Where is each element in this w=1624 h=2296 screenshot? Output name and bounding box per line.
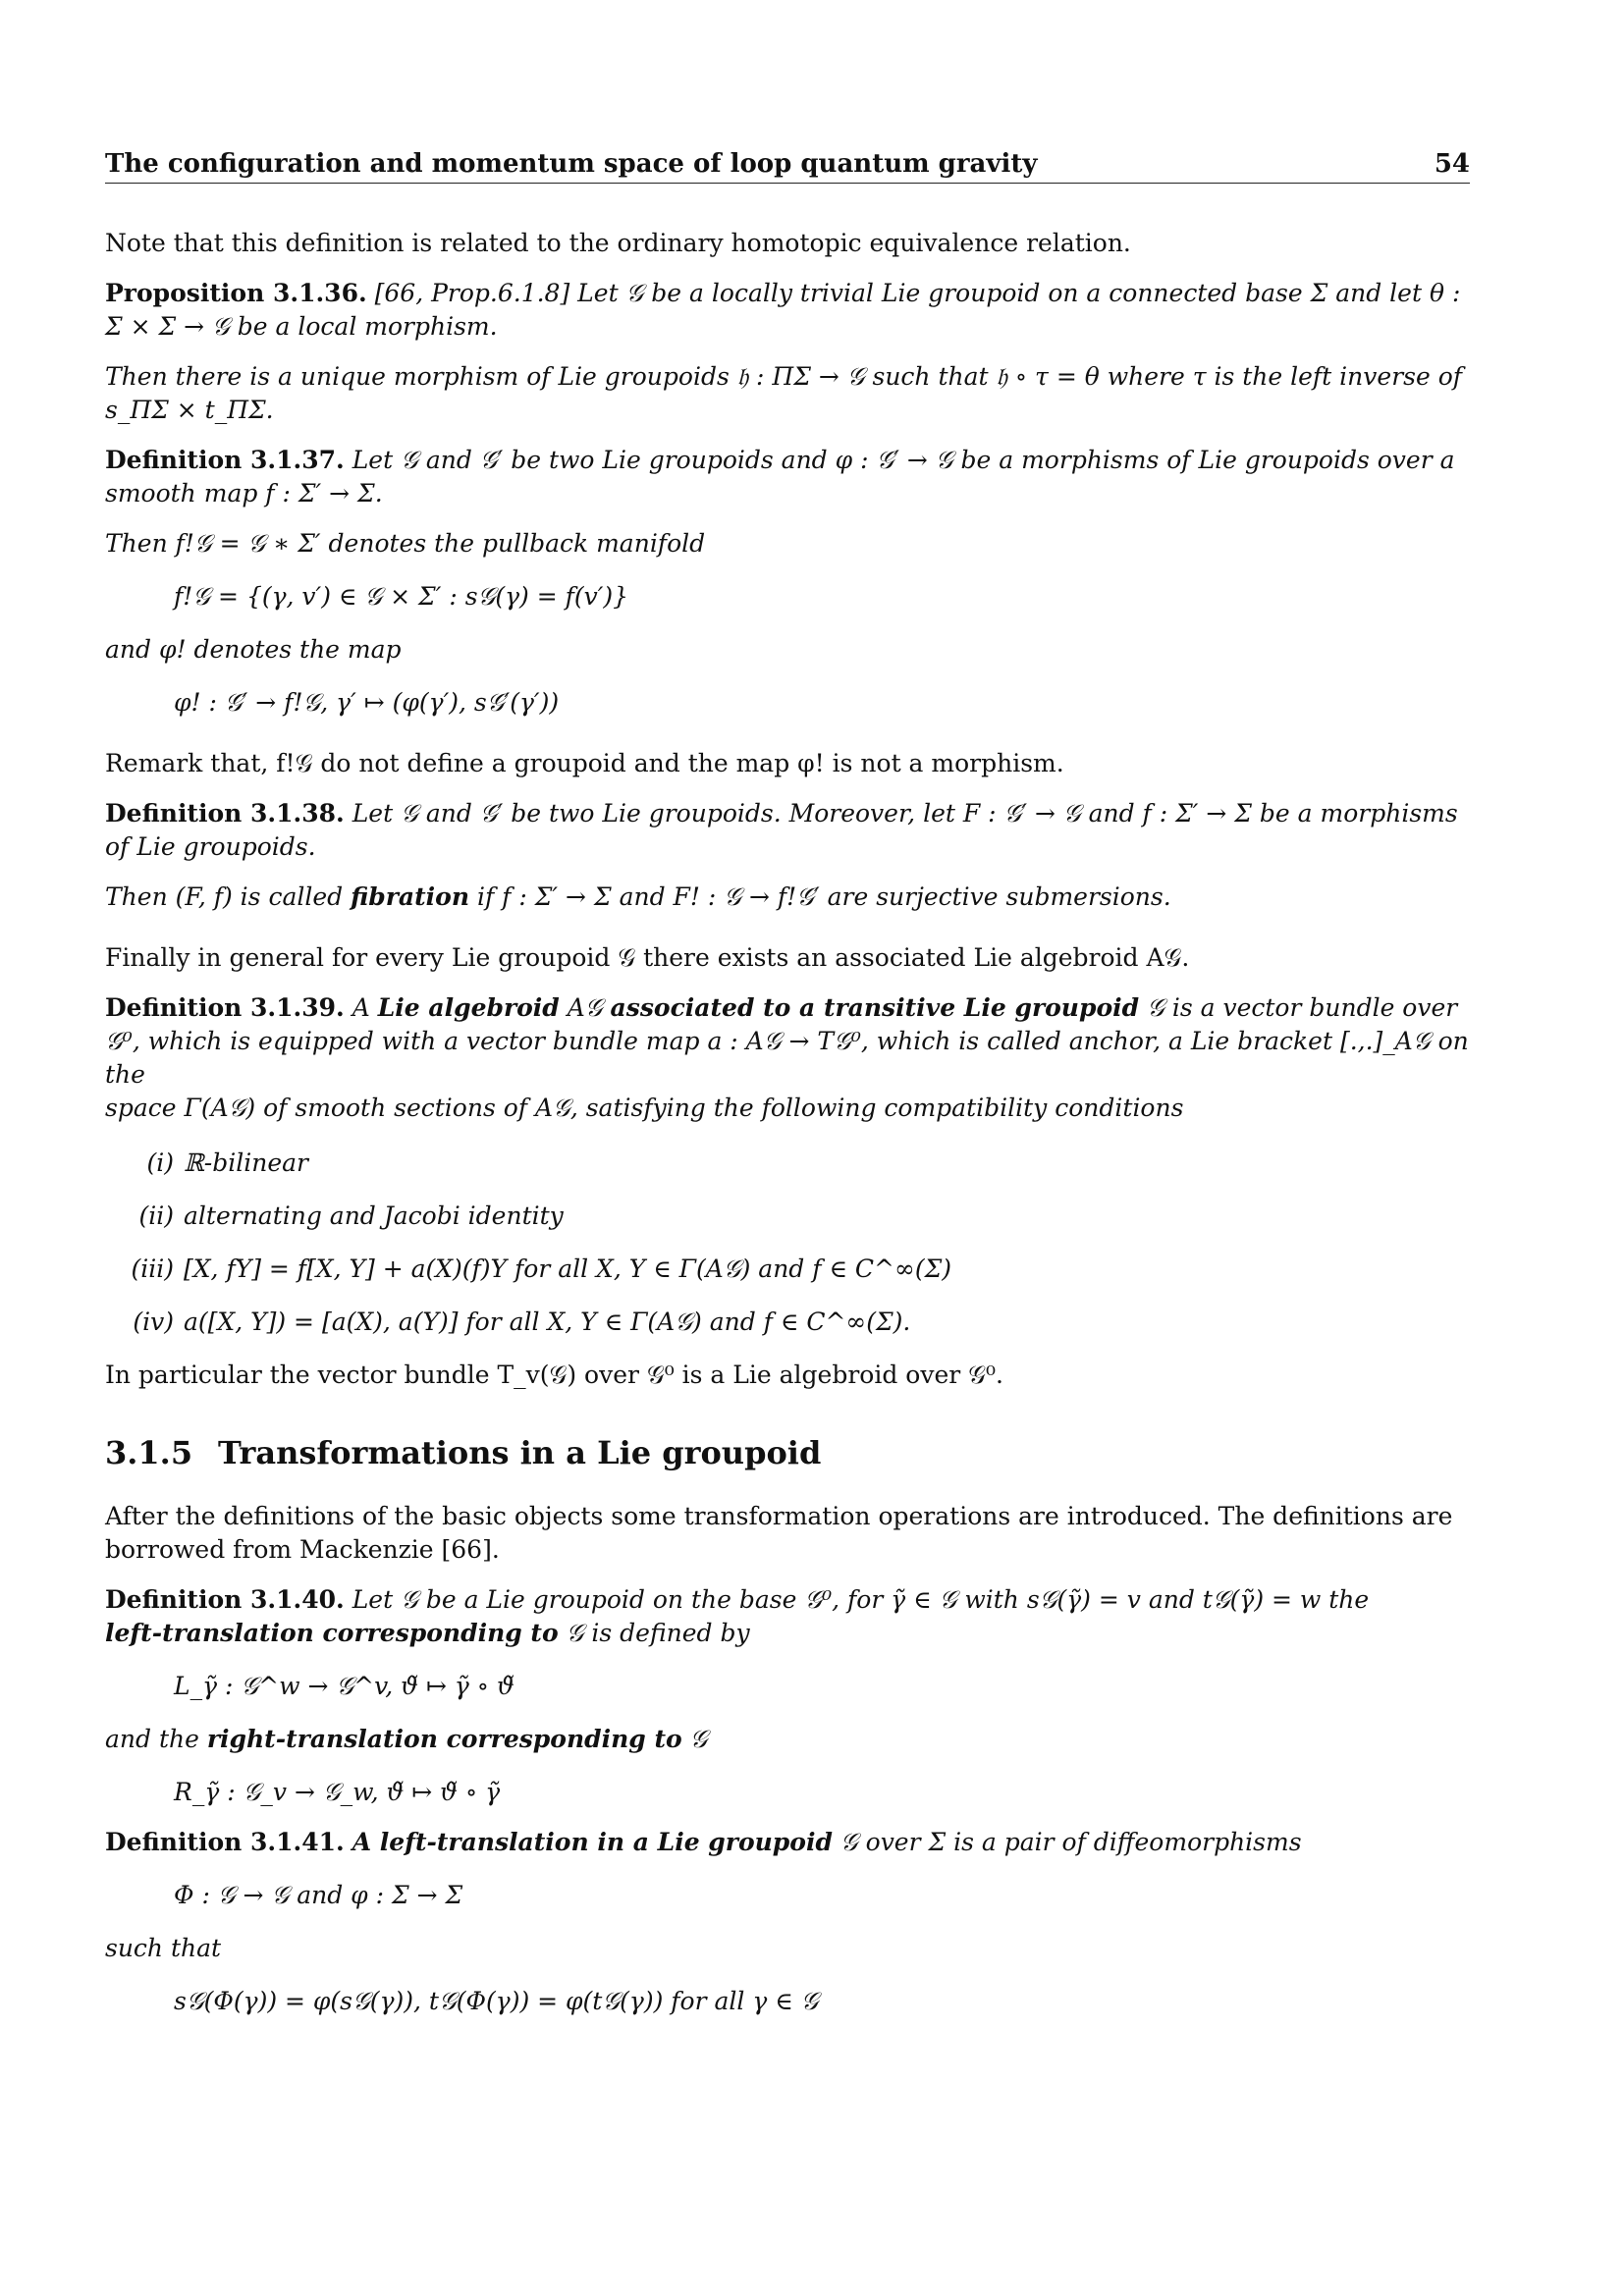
list-item-text: ℝ-bilinear [184,1148,308,1177]
finally-paragraph: Finally in general for every Lie groupoid 𝒢 there exists an associated Lie algebroid A𝒢. [105,943,1190,972]
intro-paragraph [105,1500,1470,1567]
compatibility-equation: s𝒢(Φ(γ)) = φ(s𝒢(γ)), t𝒢(Φ(γ)) = φ(t𝒢(γ)) for all γ ∈ 𝒢 [174,1987,819,2015]
left-translation-term: left-translation corresponding to [105,1619,559,1647]
map-equation: φ! : 𝒢′ → f!𝒢, γ′ ↦ (φ(γ′), s𝒢′(γ′)) [174,688,560,717]
proposition-line-1: [66, Prop.6.1.8] Let 𝒢 be a locally trivial Lie groupoid on a connected base Σ and let θ : [374,279,1461,307]
right-translation-equation: R_γ̃ : 𝒢_v → 𝒢_w, ϑ̃ ↦ ϑ̃ ∘ γ̃ [174,1778,501,1806]
definition-3-1-40 [105,1583,1470,1809]
proposition-line-3: Then there is a unique morphism of Lie groupoids 𝔥 : ΠΣ → 𝒢 such that 𝔥 ∘ τ = θ where τ is the left inverse of [105,362,1463,391]
note-paragraph: Note that this definition is related to the ordinary homotopic equivalence relation. [105,229,1131,257]
definition-text: A [352,993,370,1022]
list-item-label: (iv) [133,1308,174,1336]
list-item-label: (ii) [138,1201,174,1230]
definition-3-1-37 [105,444,1470,720]
definition-text: 𝒢 over Σ is a pair of diffeomorphisms [839,1828,1302,1856]
right-translation-term: right-translation corresponding to [206,1725,682,1753]
pullback-equation: f!𝒢 = {(γ, v′) ∈ 𝒢 × Σ′ : s𝒢(γ) = f(v′)} [174,582,629,611]
definition-line-3: space Γ(A𝒢) of smooth sections of A𝒢, satisfying the following compatibility conditions [105,1094,1184,1122]
definition-line-2: of Lie groupoids. [105,832,316,861]
definition-line-1: Let 𝒢 be a Lie groupoid on the base 𝒢⁰, for γ̃ ∈ 𝒢 with s𝒢(γ̃) = v and t𝒢(γ̃) = w the [352,1585,1370,1614]
proposition-line-4: s_ΠΣ × t_ΠΣ. [105,396,274,424]
definition-label: Definition 3.1.41. [105,1828,345,1856]
definition-line-2: 𝒢⁰, which is equipped with a vector bundle map a : A𝒢 → T𝒢⁰, which is called anchor, a Lie bracket [.,.]_A𝒢 on the [105,1027,1469,1089]
list-item [105,1306,1470,1339]
definition-text: 𝒢 [689,1725,708,1753]
lie-algebroid-term: Lie algebroid [377,993,560,1022]
page-number: 54 [1434,149,1470,179]
definition-3-1-41 [105,1826,1470,2018]
running-header [105,147,1470,184]
particular-paragraph: In particular the vector bundle T_v(𝒢) over 𝒢⁰ is a Lie algebroid over 𝒢⁰. [105,1361,1003,1389]
section-heading [105,1433,1470,1472]
definition-line-3: Then f!𝒢 = 𝒢 ∗ Σ′ denotes the pullback manifold [105,529,706,558]
proposition-3-1-36 [105,277,1470,427]
definition-3-1-39 [105,991,1470,1339]
section-title: Transformations in a Lie groupoid [218,1434,822,1471]
list-item [105,1200,1470,1233]
fibration-term: fibration [351,882,470,911]
page [105,147,1470,2018]
definition-label: Definition 3.1.39. [105,993,345,1022]
definition-text: A𝒢 [567,993,603,1022]
definition-line-4: and φ! denotes the map [105,635,402,664]
list-item [105,1253,1470,1286]
definition-line-1: Let 𝒢 and 𝒢′ be two Lie groupoids. Moreover, let F : 𝒢′ → 𝒢 and f : Σ′ → Σ be a morphisms [352,799,1458,828]
transitive-groupoid-term: associated to a transitive Lie groupoid [610,993,1140,1022]
intro-line-2: borrowed from Mackenzie [66]. [105,1535,500,1564]
section-number: 3.1.5 [105,1434,193,1471]
intro-line-1: After the definitions of the basic objects some transformation operations are introduced. The definitions are [105,1502,1453,1530]
definition-line-2-post: 𝒢 is defined by [566,1619,750,1647]
list-item-label: (iii) [131,1255,174,1283]
definition-label: Definition 3.1.37. [105,446,345,474]
definition-line-3-pre: Then (F, f) is called [105,882,344,911]
list-item-label: (i) [146,1148,174,1177]
proposition-label: Proposition 3.1.36. [105,279,367,307]
such-that-line: such that [105,1934,222,1962]
diffeomorphisms-equation: Φ : 𝒢 → 𝒢 and φ : Σ → Σ [174,1881,463,1909]
definition-label: Definition 3.1.38. [105,799,345,828]
list-item [105,1147,1470,1180]
definition-line-1: Let 𝒢 and 𝒢′ be two Lie groupoids and φ : 𝒢′ → 𝒢 be a morphisms of Lie groupoids over a [352,446,1455,474]
definition-label: Definition 3.1.40. [105,1585,345,1614]
definition-line-2: smooth map f : Σ′ → Σ. [105,479,383,507]
left-translation-equation: L_γ̃ : 𝒢^w → 𝒢^v, ϑ̃ ↦ γ̃ ∘ ϑ̃ [174,1672,514,1700]
left-translation-groupoid-term: A left-translation in a Lie groupoid [352,1828,833,1856]
conditions-list [105,1147,1470,1339]
definition-line-3-post: if f : Σ′ → Σ and F! : 𝒢 → f!𝒢′ are surjective submersions. [476,882,1171,911]
list-item-text: [X, fY] = f[X, Y] + a(X)(f)Y for all X, Y ∈ Γ(A𝒢) and f ∈ C^∞(Σ) [184,1255,951,1283]
list-item-text: alternating and Jacobi identity [184,1201,564,1230]
definition-text: and the [105,1725,199,1753]
definition-text: 𝒢 is a vector bundle over [1147,993,1458,1022]
remark-paragraph: Remark that, f!𝒢 do not define a groupoid and the map φ! is not a morphism. [105,749,1064,777]
list-item-text: a([X, Y]) = [a(X), a(Y)] for all X, Y ∈ Γ(A𝒢) and f ∈ C^∞(Σ). [184,1308,911,1336]
proposition-line-2: Σ × Σ → 𝒢 be a local morphism. [105,312,498,341]
definition-3-1-38 [105,797,1470,914]
header-title: The configuration and momentum space of loop quantum gravity [105,149,1038,179]
